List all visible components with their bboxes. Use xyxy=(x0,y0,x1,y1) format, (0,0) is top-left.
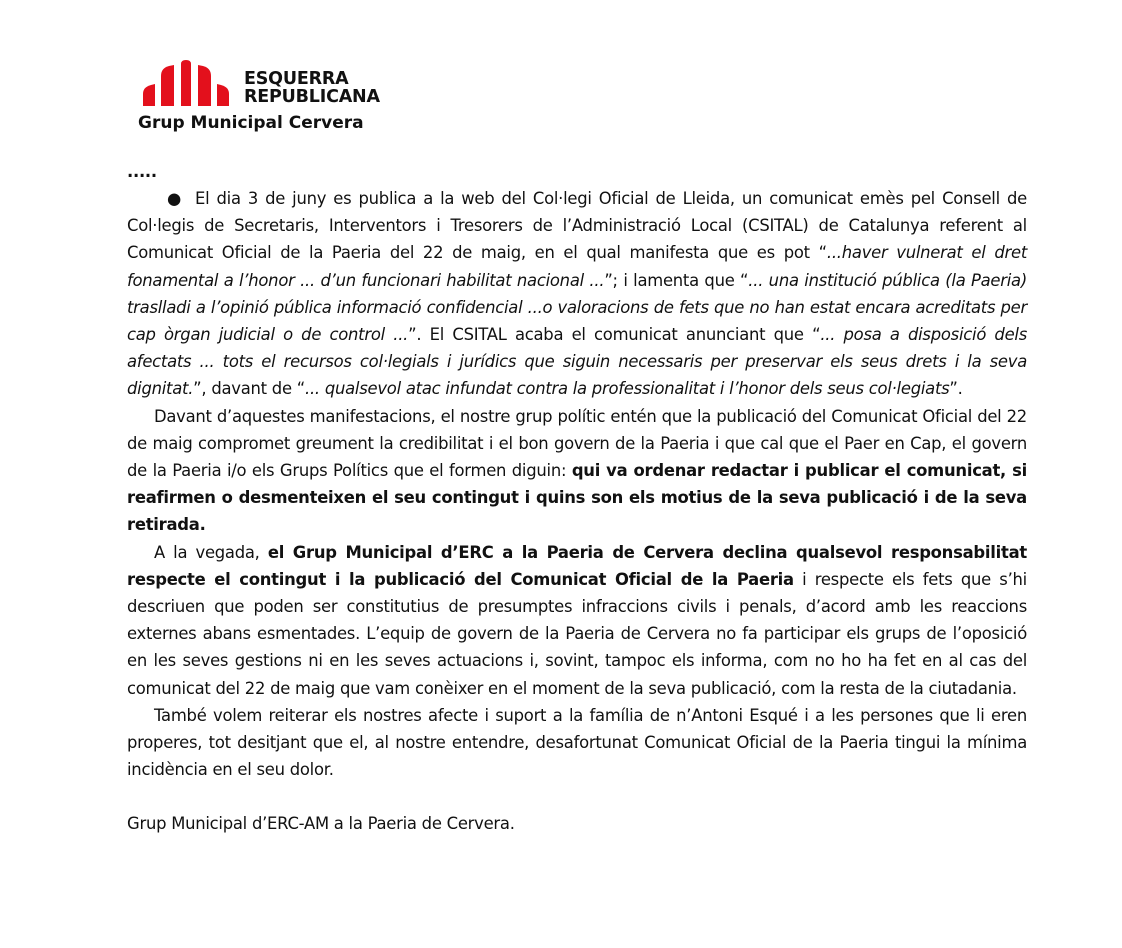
p2-text-a: Davant d’aquestes manifestacions, el nostre grup polític entén que la publicació del Comunicat Oficial del 22 de maig compromet greument la credibilitat i el bon govern de la Paeria i que cal que el Paer en Cap, el govern de la Paeria i/o els Grups Polítics que el formen diguin: xyxy=(127,406,1027,481)
paragraph-2 xyxy=(127,403,1027,539)
p3-bold: el Grup Municipal d’ERC a la Paeria de Cervera declina qualsevol responsabilitat respecte el contingut i la publicació del Comunicat Oficial de la Paeria xyxy=(127,542,1027,589)
ellipsis: ..... xyxy=(127,162,157,181)
p1-text-c: ”; i lamenta que “ xyxy=(604,270,749,290)
closing-signature: Grup Municipal d’ERC-AM a la Paeria de Cervera. xyxy=(127,814,515,834)
paragraph-4: També volem reiterar els nostres afecte i suport a la família de n’Antoni Esqué i a les persones que li eren properes, tot desitjant que el, al nostre entendre, desafortunat Comunicat Oficial de la Paeria tingui la mínima incidència en el seu dolor. xyxy=(127,705,1027,780)
bullet-icon: ● xyxy=(167,189,182,208)
p1-quote-3: ... posa a disposició dels afectats ... tots el recursos col·legials i jurídics que siguin necessaris per preservar els seus drets i la seva dignitat. xyxy=(127,325,1027,399)
p1-text-e: ”. El CSITAL acaba el comunicat anunciant que “ xyxy=(408,325,821,345)
p1-quote-4: ... qualsevol atac infundat contra la professionalitat i l’honor dels seus col·legiats xyxy=(305,379,950,399)
p2-bold: qui va ordenar redactar i publicar el comunicat, si reafirmen o desmenteixen el seu contingut i quins son els motius de la seva publicació i de la seva retirada. xyxy=(127,461,1027,535)
erc-logo-icon xyxy=(141,60,231,106)
p3-text-a: A la vegada, xyxy=(154,542,268,562)
brand-name xyxy=(244,70,380,106)
p1-quote-2: ... una institució pública (la Paeria) traslladi a l’opinió pública informació confidencial ...o valoracions de fets que no han estat encara acreditats per cap òrgan judicial o de control ... xyxy=(127,270,1027,345)
p1-quote-1: ...haver vulnerat el dret fonamental a l’honor ... d’un funcionari habilitat nacional ... xyxy=(127,243,1027,290)
p1-text-i: ”. xyxy=(949,379,963,399)
p1-text-a: El dia 3 de juny es publica a la web del Col·legi Oficial de Lleida, un comunicat emès pel Consell de Col·legis de Secretaris, Interventors i Tresorers de l’Administració Local (CSITAL) de Catalunya referent al Comunicat Oficial de la Paeria del 22 de maig, en el qual manifesta que es pot “ xyxy=(127,189,1027,263)
brand-line-2: REPUBLICANA xyxy=(244,87,380,107)
document-body xyxy=(127,158,1027,838)
paragraph-1 xyxy=(127,185,1027,403)
p3-text-c: i respecte els fets que s’hi descriuen que poden ser constitutius de presumptes infraccions civils i penals, d’acord amb les reaccions externes abans esmentades. L’equip de govern de la Paeria de Cervera no fa participar els grups de l’oposició en les seves gestions ni en les seves actuacions i, sovint, tampoc els informa, com no ho ha fet en al cas del comunicat del 22 de maig que vam conèixer en el moment de la seva publicació, com la resta de la ciutadania. xyxy=(127,569,1027,698)
group-name: Grup Municipal Cervera xyxy=(138,113,364,133)
paragraph-3 xyxy=(127,539,1027,702)
p1-text-g: ”, davant de “ xyxy=(193,379,305,399)
brand-line-1: ESQUERRA xyxy=(244,69,349,89)
